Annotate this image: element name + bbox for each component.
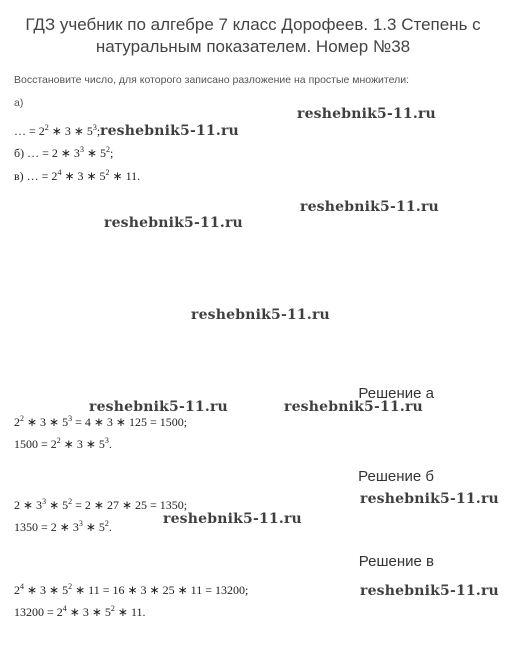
watermark: reshebnik5-11.ru xyxy=(284,399,423,415)
title-line-2: натуральным показателем. Номер №38 xyxy=(95,37,411,56)
watermark: reshebnik5-11.ru xyxy=(191,307,330,323)
solution-b-line-1: 2 ∗ $3^3$ ∗ $5^2 = 2$ ∗ 27 ∗ 25 = 1350; xyxy=(14,497,188,512)
solution-c-line-2: $13200 = 2^4$ ∗ 3 ∗ $5^2$ ∗ 11. xyxy=(14,604,146,619)
watermark: reshebnik5-11.ru xyxy=(104,215,243,231)
task-line-b: б) … = 2 ∗ $3^3$ ∗ $5^2$; xyxy=(14,145,114,160)
solution-b-line-2: 1350 = 2 ∗ $3^3$ ∗ $5^2$. xyxy=(14,519,112,534)
solution-a-line-1: $2^2$ ∗ 3 ∗ $5^3 = 4$ ∗ 3 ∗ 125 = 1500; xyxy=(14,414,188,429)
solution-a-heading: Решение а xyxy=(358,385,434,402)
watermark: reshebnik5-11.ru xyxy=(89,399,228,415)
watermark: reshebnik5-11.ru xyxy=(360,491,499,507)
title-line-1: ГДЗ учебник по алгебре 7 класс Дорофеев. 1.3 Степень с xyxy=(25,15,481,34)
solution-c-heading: Решение в xyxy=(358,553,434,570)
solution-b-heading: Решение б xyxy=(358,468,434,485)
task-prompt: Восстановите число, для которого записано разложение на простые множители: xyxy=(14,74,410,86)
page-title xyxy=(0,14,506,58)
task-label-a: а) xyxy=(14,97,24,109)
watermark: reshebnik5-11.ru xyxy=(300,199,439,215)
solution-a-line-2: $1500 = 2^2$ ∗ 3 ∗ $5^3$. xyxy=(14,436,112,451)
watermark: reshebnik5-11.ru xyxy=(297,106,436,122)
watermark: reshebnik5-11.ru xyxy=(163,511,302,527)
watermark: reshebnik5-11.ru xyxy=(360,583,499,599)
task-line-a: … = $2^2$ ∗ 3 ∗ $5^3$; xyxy=(14,123,101,138)
watermark: reshebnik5-11.ru xyxy=(100,123,239,139)
task-line-c: в) … = $2^4$ ∗ 3 ∗ $5^2$ ∗ 11. xyxy=(14,168,141,183)
solution-c-line-1: $2^4$ ∗ 3 ∗ $5^2$ ∗ 11 = 16 ∗ 3 ∗ 25 ∗ 11 = 13200; xyxy=(14,582,249,597)
